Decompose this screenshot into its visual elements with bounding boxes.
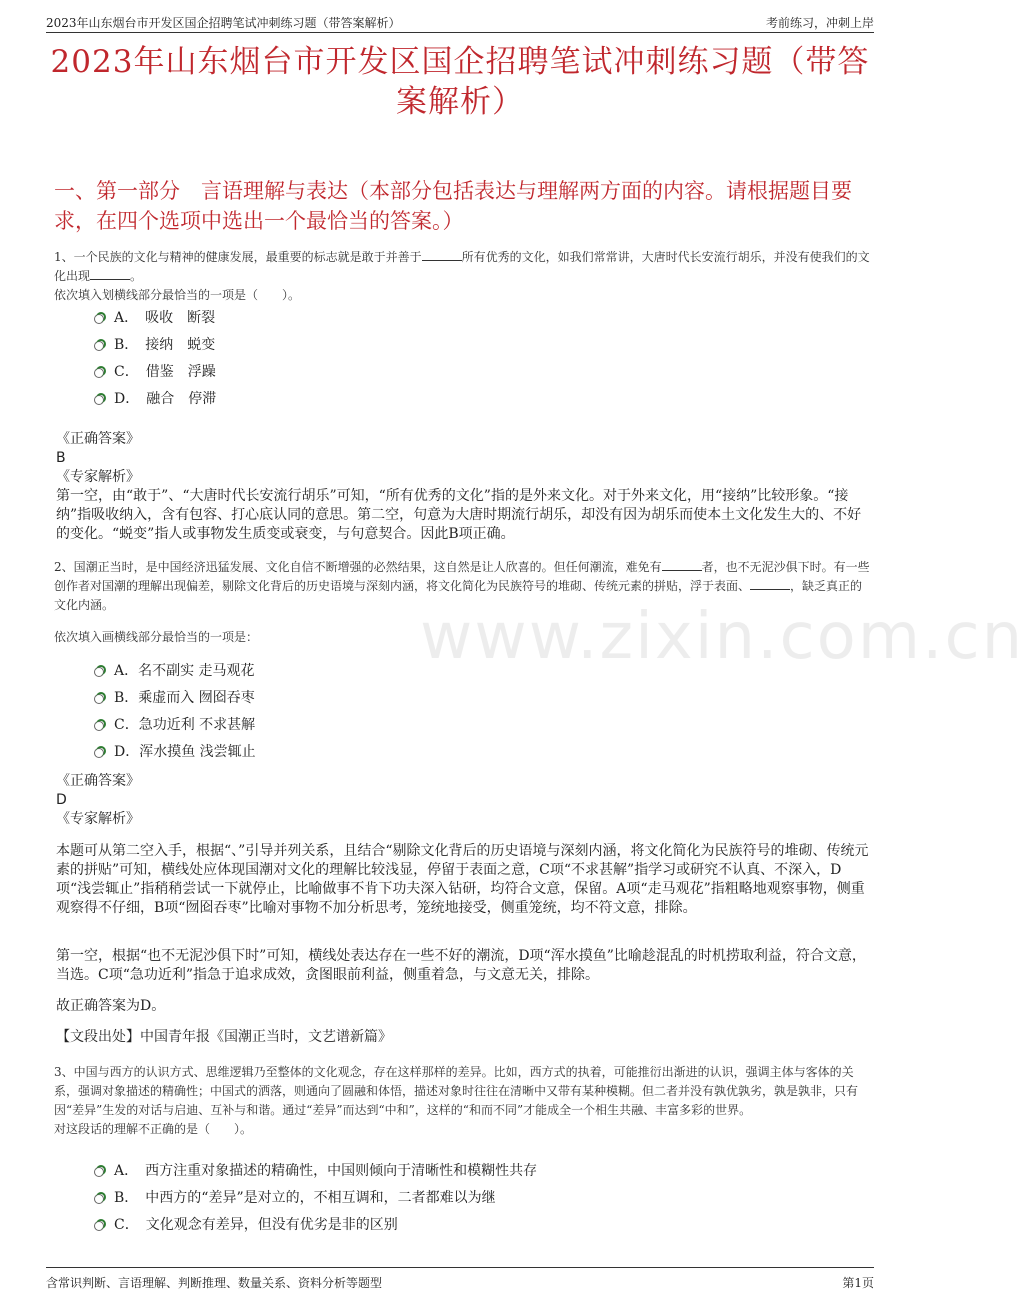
radio-icon[interactable] [94,368,104,378]
header-slogan: 考前练习，冲刺上岸 [765,16,874,30]
page-footer [46,1267,874,1294]
footer-text: 含常识判断、言语理解、判断推理、数量关系、资料分析等题型 [46,1276,383,1290]
watermark: www.zixin.com.cn [420,600,1024,674]
question-2-conclusion: 故正确答案为D。 [56,998,166,1014]
header-title: 2023年山东烟台市开发区国企招聘笔试冲刺练习题（带答案解析） [46,16,401,30]
correct-answer: D [56,792,67,808]
radio-icon[interactable] [94,1167,104,1177]
blank-line [422,248,462,261]
question-1-answer-block [56,430,872,544]
radio-icon[interactable] [94,694,104,704]
document-title: 2023年山东烟台市开发区国企招聘笔试冲刺练习题（带答案解析） [50,44,870,120]
question-2-analysis-1: 本题可从第二空入手，根据“、”引导并列关系，且结合“剔除文化背后的历史语境与深刻内涵，将文化简化为民族符号的堆砌、传统元素的拼贴”可知，横线处应体现国潮对文化的理解比较浅显，停留于表面之意，C项“不求甚解”指学习或研究不认真、不深入，D项“浅尝辄止”指稍稍尝试一下就停止，比喻做事不肯下功夫深入钻研，均符合文意，保留。A项“走马观花”指粗略地观察事物，侧重观察得不仔细，B项“囫囵吞枣”比喻对事物不加分析思考，笼统地接受，侧重笼统，均不符文意，排除。 [56,843,869,916]
blank-line [750,577,790,590]
question-2-analysis-2: 第一空，根据“也不无泥沙俱下时”可知，横线处表达存在一些不好的潮流，D项“浑水摸鱼”比喻趁混乱的时机捞取利益，符合文意，当选。C项“急功近利”指急于追求成效，贪图眼前利益，侧重着急，与文意无关，排除。 [56,948,866,983]
correct-answer: B [56,450,66,466]
radio-icon[interactable] [94,341,104,351]
analysis-text: 第一空，由“敢于”、“大唐时代长安流行胡乐”可知，“所有优秀的文化”指的是外来文化。对于外来文化，用“接纳”比较形象。“接纳”指吸收纳入，含有包容、打心底认同的意思。第二空，句意为大唐时期流行胡乐，却没有因为胡乐而使本土文化发生大的、不好的变化。“蜕变”指人或事物发生质变或衰变，与句意契合。因此B项正确。 [56,488,862,542]
question-2-prompt: 依次填入画横线部分最恰当的一项是： [54,630,259,644]
radio-icon[interactable] [94,1194,104,1204]
blank-line [90,267,130,280]
radio-icon[interactable] [94,1221,104,1231]
question-2-answer-block [56,772,872,829]
question-2-source: 【文段出处】中国青年报《国潮正当时，文艺谱新篇》 [56,1029,392,1045]
question-2-stem: 2、国潮正当时，是中国经济迅猛发展、文化自信不断增强的必然结果，这自然是让人欣喜的。但任何潮流，难免有 者，也不无泥沙俱下时。有一些创作者对国潮的理解出现偏差，剔除文化背后的历史语境与深刻内涵，将文化简化为民族符号的堆砌、传统元素的拼贴，浮于表面、 ，缺乏真正的文化内涵。 [54,560,870,612]
analysis-label: 《专家解析》 [56,811,140,827]
question-1-stem: 1、一个民族的文化与精神的健康发展，最重要的标志就是敢于并善于 所有优秀的文化，如我们常常讲，大唐时代长安流行胡乐，并没有使我们的文化出现 。 依次填入划横线部分最恰当的一项是（ ）。 [54,250,870,302]
radio-icon[interactable] [94,314,104,324]
page-number: 第1页 [842,1276,874,1290]
radio-icon[interactable] [94,721,104,731]
radio-icon[interactable] [94,395,104,405]
section-heading: 一、第一部分 言语理解与表达（本部分包括表达与理解两方面的内容。请根据题目要求，在四个选项中选出一个最恰当的答案。） [54,179,852,233]
analysis-label: 《专家解析》 [56,469,140,485]
radio-icon[interactable] [94,667,104,677]
radio-icon[interactable] [94,748,104,758]
answer-label: 《正确答案》 [56,773,140,789]
question-3-stem: 3、中国与西方的认识方式、思维逻辑乃至整体的文化观念，存在这样那样的差异。比如，西方式的执着，可能推衍出渐进的认识，强调主体与客体的关系，强调对象描述的精确性；中国式的洒落，则通向了圆融和体悟，描述对象时往往在清晰中又带有某种模糊。但二者并没有孰优孰劣，孰是孰非，只有因“差异”生发的对话与启迪、互补与和谐。通过“差异”而达到“中和”，这样的“和而不同”才能成全一个相生共融、丰富多彩的世界。 对这段话的理解不正确的是（ ）。 [54,1065,859,1136]
blank-line [662,558,702,571]
answer-label: 《正确答案》 [56,431,140,447]
page-header [46,10,874,33]
question-3-prompt: 对这段话的理解不正确的是（ ）。 [54,1122,253,1136]
question-1-prompt: 依次填入划横线部分最恰当的一项是（ ）。 [54,288,301,302]
